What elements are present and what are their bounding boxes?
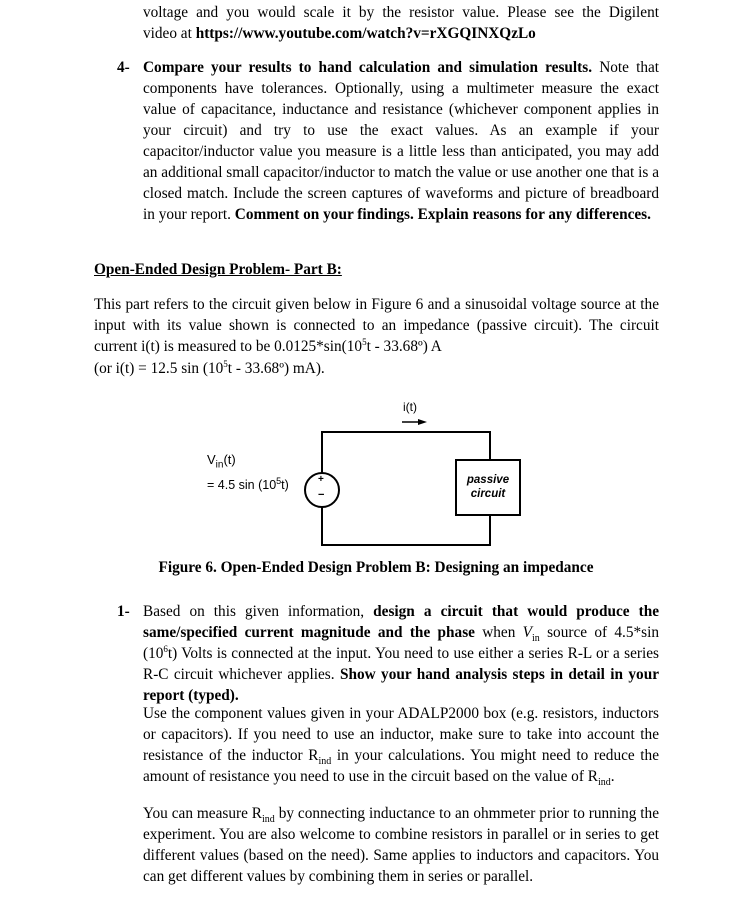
component-values-paragraph: [143, 703, 659, 787]
vin-v: V: [207, 452, 216, 467]
current-label: i(t): [403, 400, 417, 414]
vin-exponent: 5: [276, 475, 282, 486]
step1-text-4: t) Volts is connected at the input. You need to use either a series R-L or a series R-C circuit whichever applies.: [143, 645, 659, 683]
minus-sign: −: [318, 489, 325, 501]
para1-text-b: t - 33.68º) A: [366, 338, 442, 355]
vin-sub: in: [215, 459, 224, 471]
step-number: 1-: [117, 603, 130, 620]
para1-exponent: 5: [362, 336, 367, 347]
para3-sub-2: ind: [597, 777, 611, 789]
intro-line: voltage and you would scale it by the resistor value. Please see the Digilent: [143, 4, 659, 21]
vin-label: [207, 452, 236, 471]
figure-caption: Figure 6. Open-Ended Design Problem B: Designing an impedance: [158, 559, 594, 576]
step-number: 4-: [117, 59, 130, 76]
para2-text-b: t - 33.68º) mA).: [227, 360, 325, 377]
vin-value-a: = 4.5 sin (10: [207, 478, 277, 492]
para2-exponent: 5: [223, 358, 228, 369]
para3-text-b: in your calculations. You might need to reduce the amount of resistance you need to use in the circuit based on the value of R: [143, 747, 659, 785]
para3-sub-1: ind: [318, 756, 332, 768]
para1-text-a: This part refers to the circuit given below in Figure 6 and a sinusoidal voltage source at the input with its value shown is connected to an impedance (passive circuit). The circuit current i(t) is measured to be 0.0125*sin(10: [94, 296, 659, 355]
step1-bold-2: Show your hand analysis steps in detail in your report (typed).: [143, 666, 659, 704]
vin-value: [207, 475, 289, 492]
step1-text-3: source of 4.5*sin (10: [143, 624, 659, 662]
vin-value-b: t): [281, 478, 289, 492]
step4-bold-2: Comment on your findings. Explain reasons for any differences.: [234, 206, 651, 223]
para4-text-a: You can measure R: [143, 805, 262, 822]
plus-sign: +: [318, 474, 324, 485]
step-1: [117, 601, 659, 706]
vin-t: (t): [223, 452, 236, 467]
step4-text: Note that components have tolerances. Optionally, using a multimeter measure the exact value of capacitance, inductance and resistance (whichever component applies in your circuit) and try to use the exact values. As an example if your capacitor/inductor value you measure is a little less than anticipated, you may add an additional small capacitor/inductor to match the value or use another one that is a closed match. Include the screen captures of waveforms and picture of breadboard in your report.: [143, 59, 660, 223]
para2-text-a: (or i(t) = 12.5 sin (10: [94, 360, 224, 377]
section-heading: Open-Ended Design Problem- Part B:: [94, 261, 342, 278]
arrow-head-icon: [418, 419, 427, 425]
step1-text-2: when: [474, 624, 523, 641]
para3-text-a: Use the component values given in your ADALP2000 box (e.g. resistors, inductors or capacitors). If you need to use an inductor, make sure to take into account the resistance of the inductor R: [143, 705, 659, 764]
step1-vin: V: [522, 624, 533, 641]
step1-bold-1: design a circuit that would produce the same/specified current magnitude and the phase: [143, 603, 659, 641]
intro-video-prefix: video at: [143, 25, 196, 42]
box-line-2: circuit: [470, 488, 506, 500]
para4-sub: ind: [262, 814, 275, 826]
step1-vin-sub: in: [532, 633, 540, 645]
step4-bold-1: Compare your results to hand calculation and simulation results.: [143, 59, 593, 76]
step1-exponent: 6: [163, 643, 168, 654]
measure-rind-paragraph: [143, 803, 659, 887]
para3-text-c: .: [610, 768, 615, 785]
box-line-1: passive: [466, 474, 510, 486]
para4-text-b: by connecting inductance to an ohmmeter prior to running the experiment. You are also welcome to combine resistors in parallel or in series to get different values (based on the need). Same applies to inductors and capacitors. You can get different values by combining them in series or parallel.: [143, 805, 659, 885]
passive-circuit-label: [456, 473, 520, 501]
step1-text-1: Based on this given information,: [143, 603, 374, 620]
video-link[interactable]: https://www.youtube.com/watch?v=rXGQINXQzLo: [195, 25, 536, 42]
